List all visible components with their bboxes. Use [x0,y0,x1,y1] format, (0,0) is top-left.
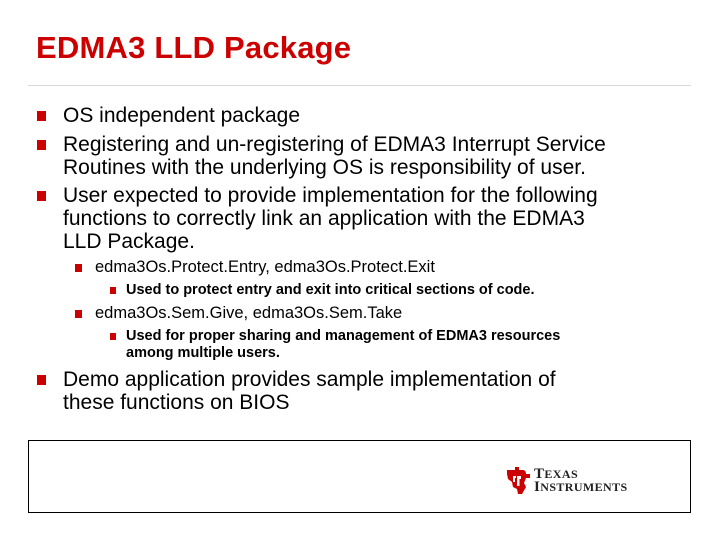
bullet-item [63,133,606,156]
square-bullet-icon [37,140,46,150]
square-bullet-icon [37,375,46,385]
square-bullet-icon [37,111,46,121]
sub-bullet-text: edma3Os.Protect.Entry, edma3Os.Protect.Exit [95,258,435,276]
square-bullet-icon [110,333,116,340]
bullet-text: OS independent package [63,104,301,127]
ti-state-icon [504,466,532,496]
detail-bullet-item [126,328,560,345]
bullet-continuation [63,230,195,253]
bullet-text-line: Demo application provides sample implementation of [63,368,556,391]
bullet-text-line: LLD Package. [63,230,195,253]
detail-bullet-continuation [126,345,280,362]
bullet-text-line: Routines with the underlying OS is responsibility of user. [63,156,586,179]
texas-instruments-logo [504,464,634,500]
bullet-text-line: User expected to provide implementation for the following [63,184,598,207]
bullet-item [63,368,556,391]
bullet-text-line: these functions on BIOS [63,391,290,414]
bullet-continuation [63,391,289,414]
detail-bullet-text: Used to protect entry and exit into critical sections of code. [126,282,535,298]
sub-bullet-item [95,258,435,277]
sub-bullet-item [95,304,402,323]
detail-bullet-item [126,282,535,299]
detail-bullet-text-line: among multiple users. [126,345,280,361]
square-bullet-icon [37,191,46,201]
slide-title: EDMA3 LLD Package [36,30,352,65]
bullet-item [63,184,598,207]
ti-wordmark-line1: TEXAS [534,466,579,482]
square-bullet-icon [75,310,82,318]
square-bullet-icon [110,287,116,294]
ti-wordmark-line2: INSTRUMENTS [534,479,628,495]
square-bullet-icon [75,264,82,272]
bullet-text-line: functions to correctly link an application with the EDMA3 [63,207,585,230]
bullet-continuation [63,156,586,179]
sub-bullet-text: edma3Os.Sem.Give, edma3Os.Sem.Take [95,304,403,322]
bullet-text-line: Registering and un-registering of EDMA3 Interrupt Service [63,133,606,156]
ti-wordmark [534,468,628,494]
bullet-continuation [63,207,585,230]
bullet-item [63,104,300,127]
title-divider [28,85,691,86]
detail-bullet-text-line: Used for proper sharing and management of EDMA3 resources [126,328,561,344]
